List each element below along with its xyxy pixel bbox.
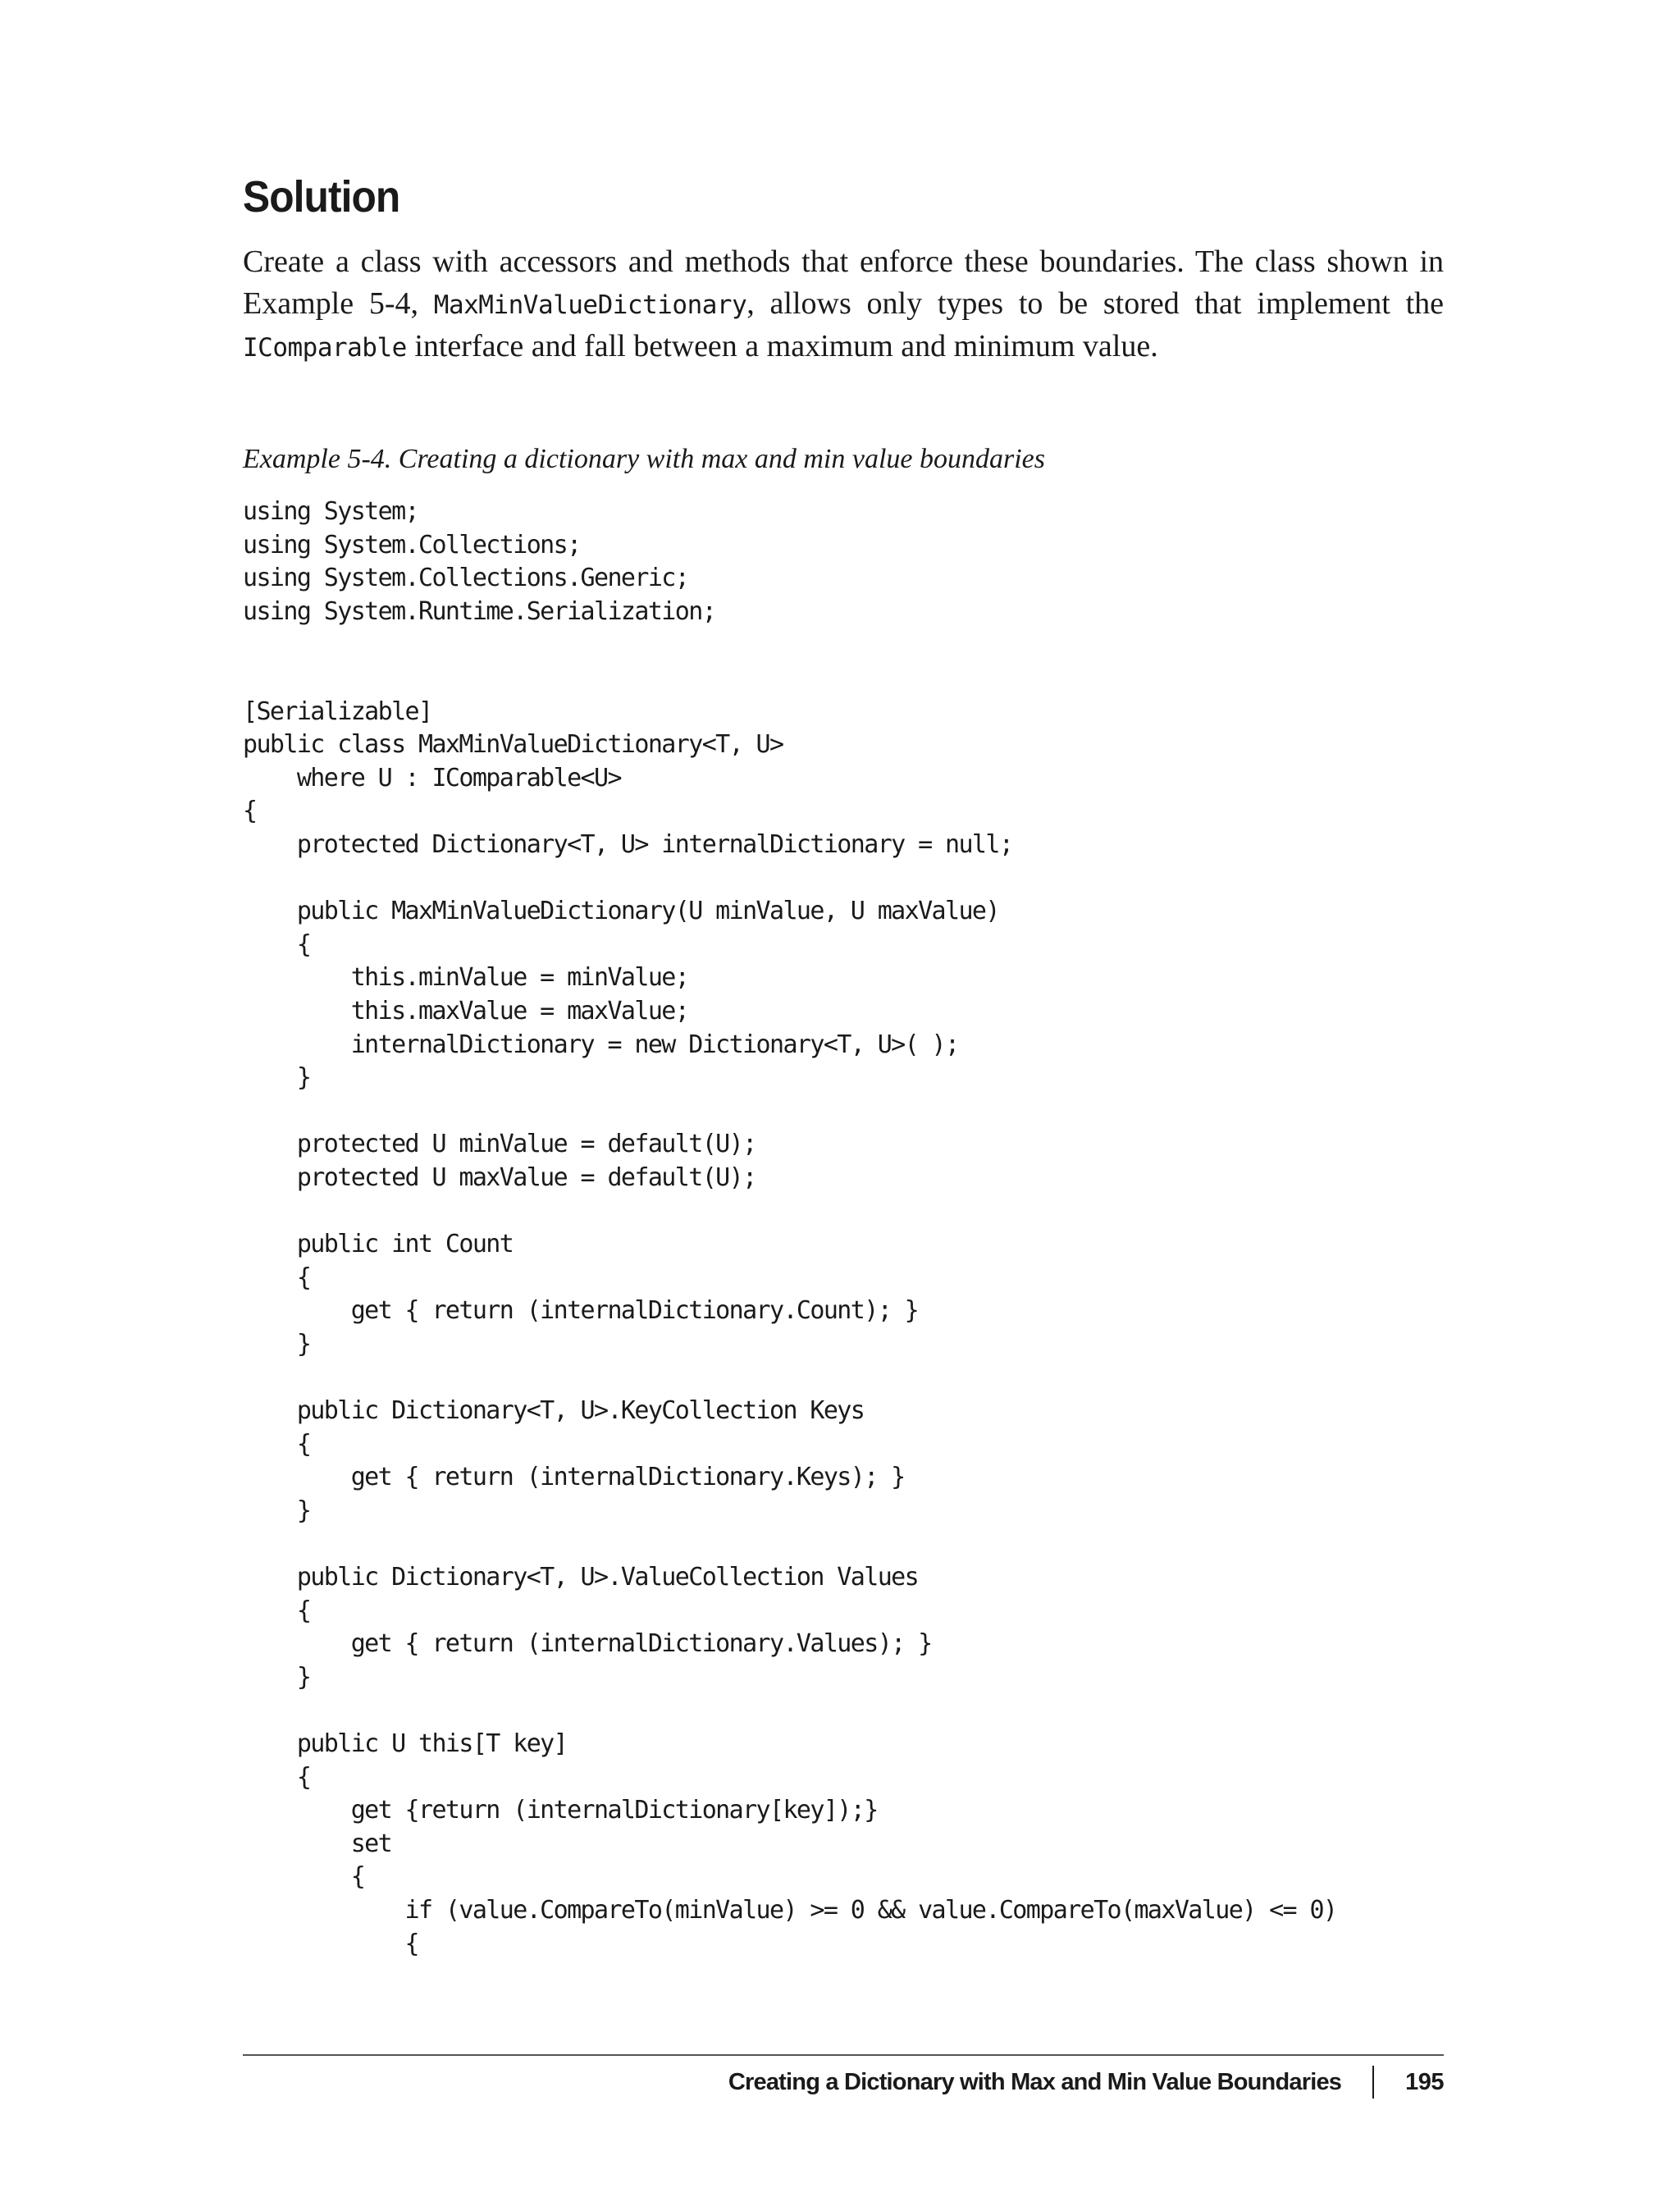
document-page bbox=[243, 0, 1444, 2206]
paragraph-text-2: , allows only types to be stored that implement the bbox=[746, 285, 1445, 321]
code-listing: using System; using System.Collections; using System.Collections.Generic; using System.Runtime.Serialization; [Serializable] public class MaxMinValueDictionary<T, U> where U : IComparable<U> { protected Dictionary<T, U> internalDictionary = null; public MaxMinValueDictionary(U minValue, U maxValue) { this.minValue = minValue; this.maxValue = maxValue; internalDictionary = new Dictionary<T, U>( ); } protected U minValue = default(U); protected U maxValue = default(U); public int Count { get { return (internalDictionary.Count); } } public Dictionary<T, U>.KeyCollection Keys { get { return (internalDictionary.Keys); } } public Dictionary<T, U>.ValueCollection Values { get { return (internalDictionary.Values); } } public U this[T key] { get {return (internalDictionary[key]);} set { if (value.CompareTo(minValue) >= 0 && value.CompareTo(maxValue) <= 0) { bbox=[243, 497, 1337, 1958]
solution-paragraph bbox=[243, 241, 1444, 369]
running-footer-title: Creating a Dictionary with Max and Min Value Boundaries bbox=[728, 2068, 1342, 2095]
section-heading: Solution bbox=[243, 172, 400, 222]
footer-divider bbox=[243, 2054, 1444, 2056]
footer-separator bbox=[1372, 2066, 1374, 2099]
page-number: 195 bbox=[1405, 2068, 1444, 2095]
inline-code-interface-name: IComparable bbox=[243, 333, 407, 363]
example-caption: Example 5-4. Creating a dictionary with max and min value boundaries bbox=[243, 444, 1045, 474]
page-footer bbox=[728, 2064, 1444, 2100]
paragraph-text-1: Create a class with accessors and methods that enforce these boundaries. The class shown in Example 5-4, bbox=[243, 244, 1444, 321]
paragraph-text-3: interface and fall between a maximum and minimum value. bbox=[406, 329, 1158, 363]
inline-code-class-name: MaxMinValueDictionary bbox=[433, 290, 747, 320]
